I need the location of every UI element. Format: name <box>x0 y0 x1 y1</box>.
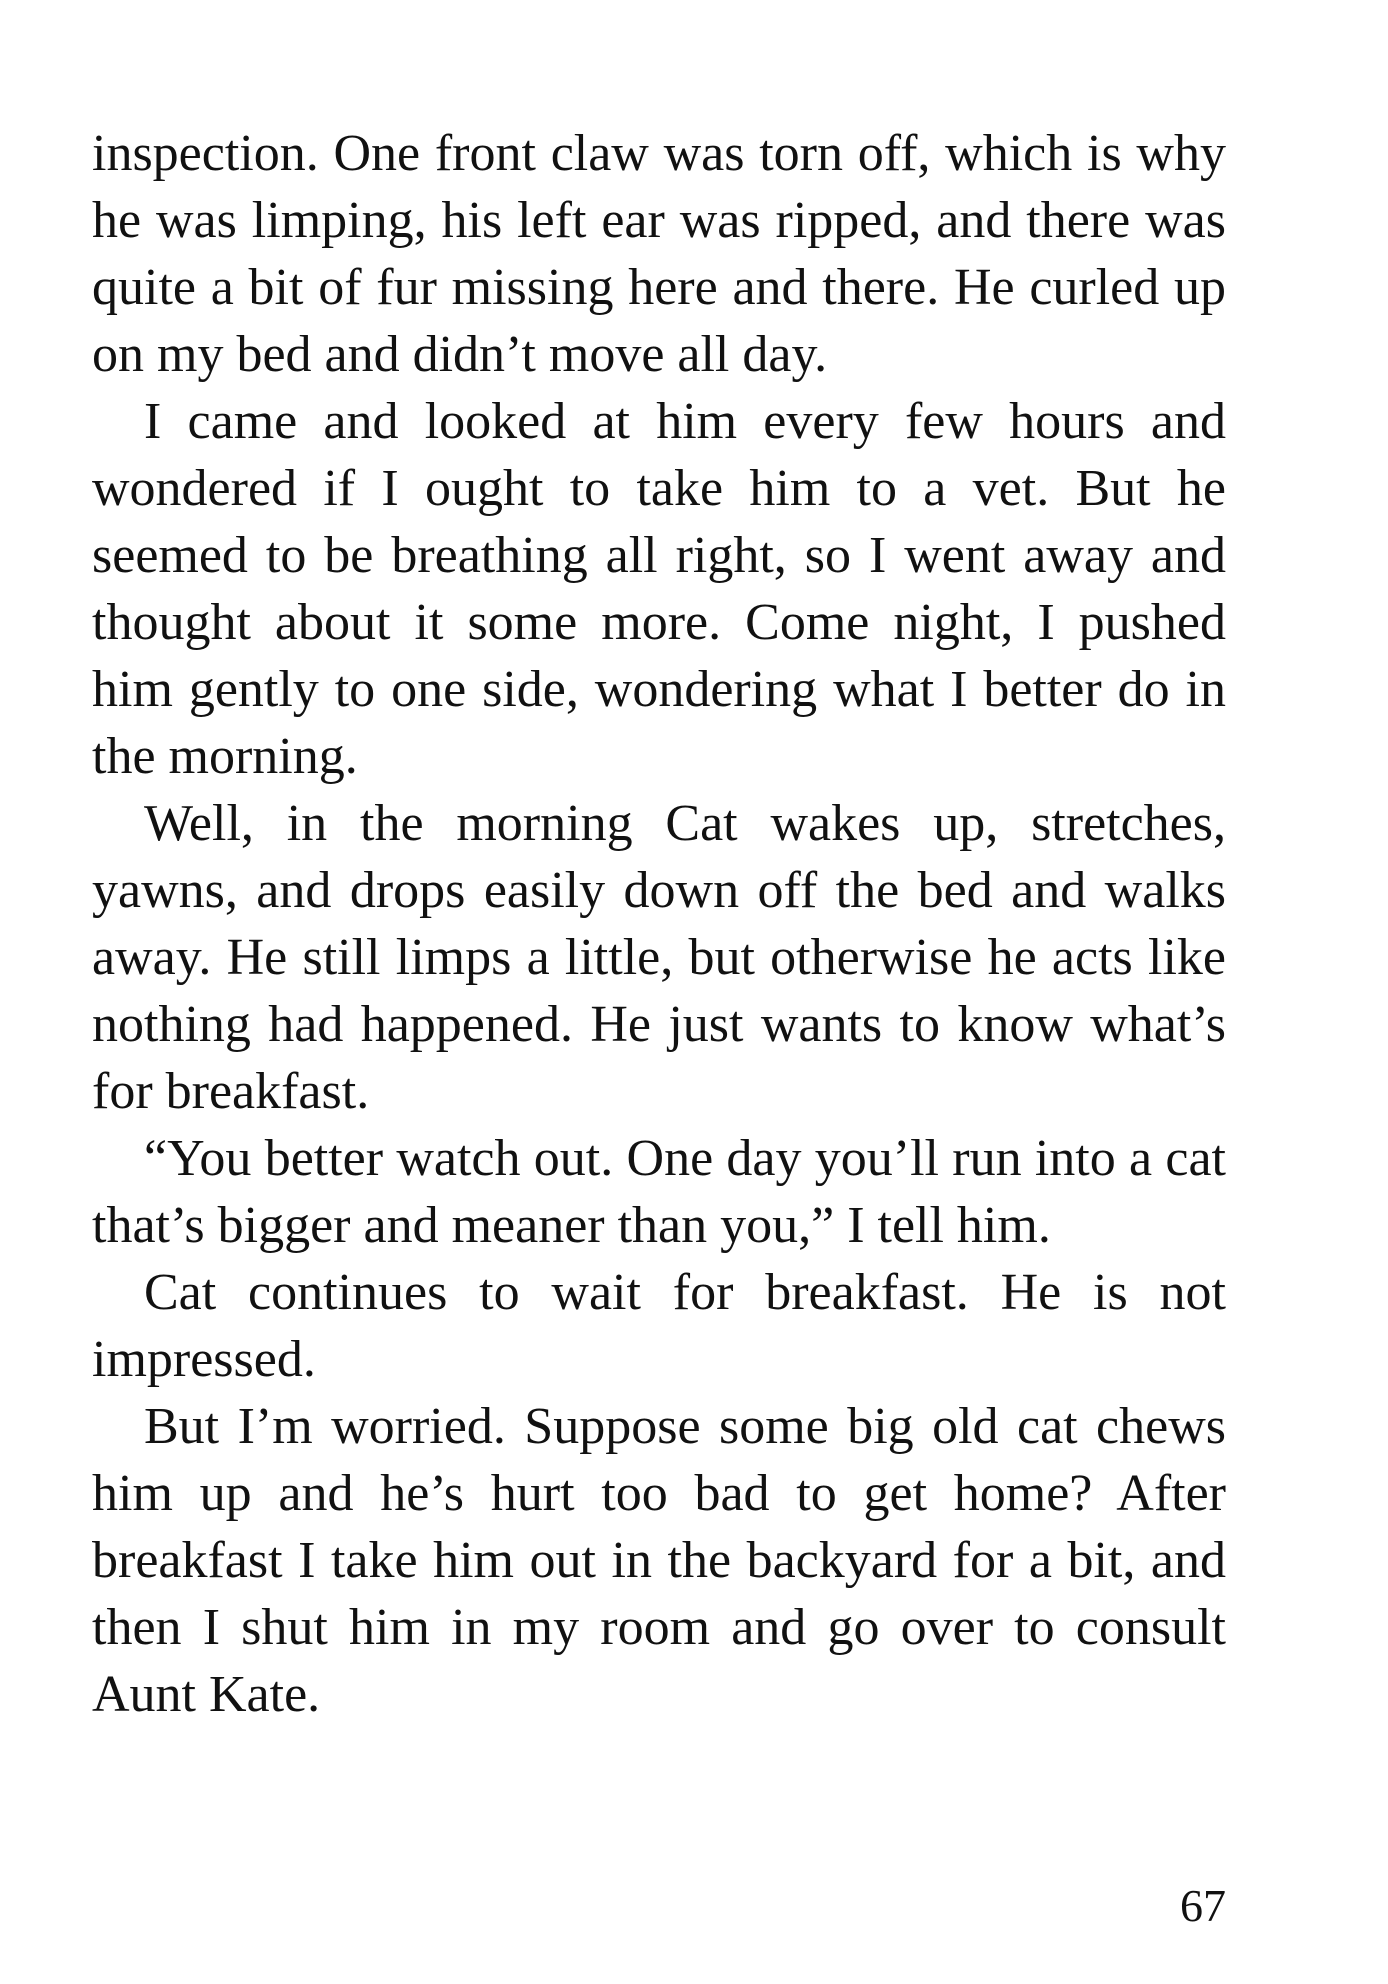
page-number: 67 <box>1180 1880 1226 1931</box>
paragraph-2: I came and looked at him every few hours and wondered if I ought to take him to a vet. But he seemed to be breathing all right, so I went away and thought about it some more. Come night, I pushed him gently to one side, wondering what I better do in the morning. <box>92 393 1226 785</box>
paragraph-1: inspection. One front claw was torn off, which is why he was limping, his left ear was ripped, and there was quite a bit of fur missing here and there. He curled up on my bed and didn’t move all day. <box>92 125 1226 383</box>
paragraph-5: Cat continues to wait for breakfast. He is not impressed. <box>92 1264 1226 1388</box>
paragraph-3: Well, in the morning Cat wakes up, stretches, yawns, and drops easily down off the bed and walks away. He still limps a little, but otherwise he acts like nothing had happened. He just wants to know what’s for breakfast. <box>92 795 1226 1120</box>
paragraph-6: But I’m worried. Suppose some big old cat chews him up and he’s hurt too bad to get home? After breakfast I take him out in the backyard for a bit, and then I shut him in my room and go over to consult Aunt Kate. <box>92 1398 1226 1723</box>
paragraph-4: “You better watch out. One day you’ll run into a cat that’s bigger and meaner than you,” I tell him. <box>92 1130 1226 1254</box>
body-text <box>92 120 1226 1728</box>
